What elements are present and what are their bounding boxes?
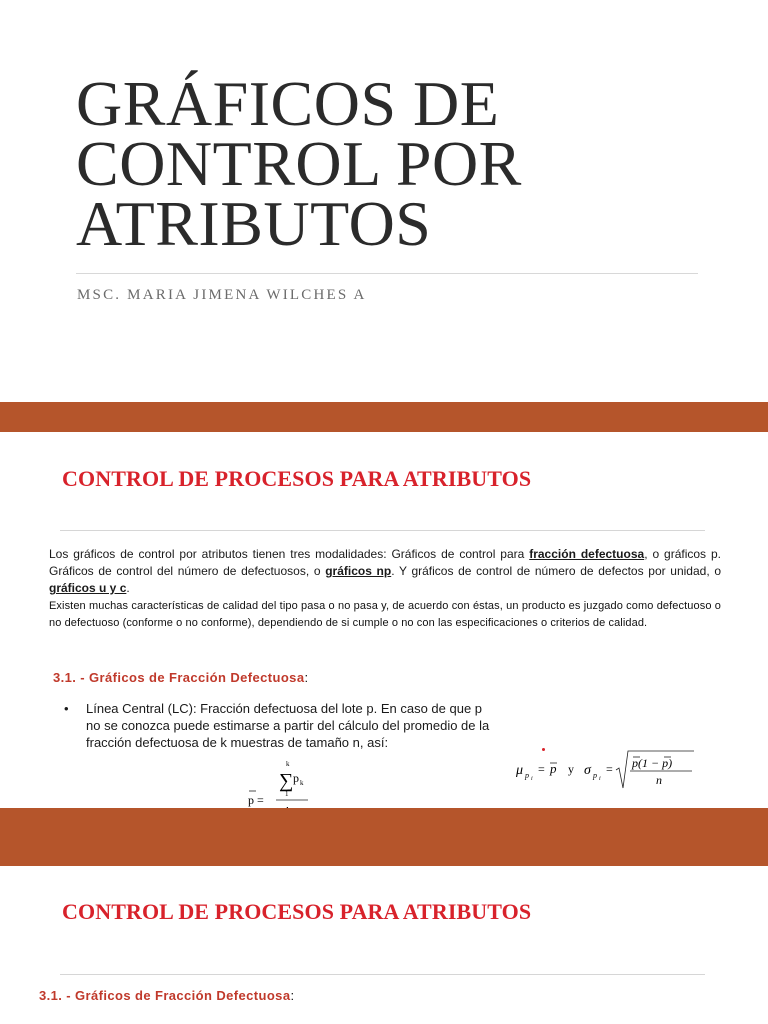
subsection-heading-text: 3.1. - Gráficos de Fracción Defectuosa (53, 670, 305, 685)
intro-text-3: . Y gráficos de control de número de defectos por unidad, o (391, 564, 722, 578)
title-divider (76, 273, 698, 274)
intro-text-4: . (126, 581, 130, 595)
mu-subsub: i (531, 776, 533, 782)
formula1-sum-top: k (286, 760, 290, 768)
subsection-heading (53, 670, 308, 685)
formula1-term: p (293, 771, 299, 785)
slide-separator-band (0, 808, 768, 866)
and-y: y (568, 762, 574, 776)
attributes-paragraph: Existen muchas características de calidad del tipo pasa o no pasa y, de acuerdo con éstas, un producto es juzgado como defectuoso o no defectuoso (conforme o no conforme), dependiendo de si cumple o no con las especificaciones o criterios de calidad. (49, 600, 721, 629)
bullet-list (64, 700, 494, 751)
slide-title (76, 68, 522, 259)
bullet-icon: • (64, 701, 69, 716)
subsection-heading (39, 988, 294, 1003)
sqrt-numerator: p(1 − p) (632, 756, 673, 770)
title-slide (0, 0, 768, 402)
mu-symbol: μ (516, 763, 524, 778)
subsection-heading-colon: : (290, 988, 295, 1003)
content-slide-1 (0, 432, 768, 808)
formula1-term-sub: k (300, 779, 304, 787)
link-fraccion-defectuosa[interactable]: fracción defectuosa (529, 547, 645, 561)
subsection-heading-text: 3.1. - Gráficos de Fracción Defectuosa (39, 988, 291, 1003)
sigma-sub: p (593, 771, 597, 780)
intro-text-2: , o gráficos p. Gráficos de control del número de defectuosos, o (49, 547, 721, 578)
sigma-sum-icon: ∑ (279, 770, 294, 792)
section-divider (60, 974, 705, 975)
title-line-1: GRÁFICOS DE (76, 68, 500, 139)
link-graficos-u-y-c[interactable]: gráficos u y c (49, 581, 127, 595)
bullet-text: Línea Central (LC): Fracción defectuosa del lote p. En caso de que p no se conozca puede estimarse a partir del cálculo del promedio de la fracción defectuosa de k muestras de tamaño n, así: (86, 701, 490, 750)
title-line-3: ATRIBUTOS (76, 188, 432, 259)
intro-text-1: Los gráficos de control por atributos tienen tres modalidades: Gráficos de control para (49, 547, 530, 561)
list-item (64, 700, 494, 751)
slide-separator-band (0, 402, 768, 432)
author-subtitle: MSC. MARIA JIMENA WILCHES A (77, 287, 367, 303)
formula1-sum-bottom: 1 (285, 790, 289, 798)
equals-2: = (606, 762, 613, 776)
intro-paragraph (49, 546, 721, 597)
section-divider (60, 530, 705, 531)
subsection-heading-colon: : (304, 670, 309, 685)
equals-1: = (538, 762, 545, 776)
section-heading: CONTROL DE PROCESOS PARA ATRIBUTOS (62, 899, 532, 924)
link-graficos-np[interactable]: gráficos np (325, 564, 392, 578)
section-heading: CONTROL DE PROCESOS PARA ATRIBUTOS (62, 466, 532, 491)
sqrt-denominator: n (656, 773, 662, 787)
pbar-1: p (550, 761, 557, 776)
sigma-subsub: i (599, 776, 601, 782)
formula1-lhs: p = (248, 793, 264, 807)
content-slide-2 (0, 866, 768, 1024)
formula-mu-sigma (516, 748, 706, 798)
sigma-symbol: σ (584, 763, 591, 778)
formula-p-bar (248, 760, 318, 808)
mu-sub: p (525, 771, 529, 780)
title-line-2: CONTROL POR (76, 128, 522, 199)
